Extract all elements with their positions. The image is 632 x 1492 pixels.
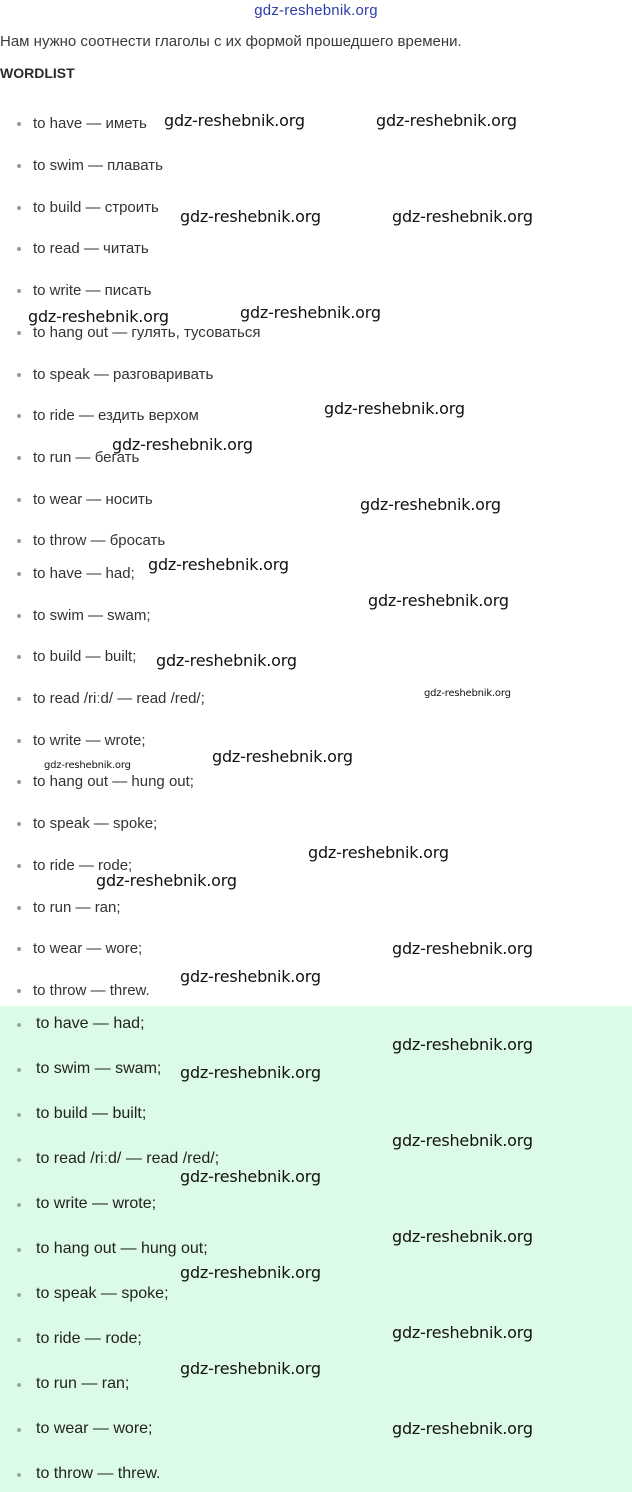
bullet-icon xyxy=(17,414,21,418)
watermark: gdz-reshebnik.org xyxy=(180,967,321,986)
watermark: gdz-reshebnik.org xyxy=(180,1167,321,1186)
bullet-icon xyxy=(17,906,21,910)
bullet-icon xyxy=(17,164,21,168)
watermark: gdz-reshebnik.org xyxy=(148,555,289,574)
bullet-icon xyxy=(17,1068,21,1072)
bullet-icon xyxy=(17,498,21,502)
bullet-icon xyxy=(17,1248,21,1252)
bullet-icon xyxy=(17,289,21,293)
bullet-icon xyxy=(17,247,21,251)
bullet-icon xyxy=(17,697,21,701)
bullet-icon xyxy=(17,655,21,659)
site-header-watermark: gdz-reshebnik.org xyxy=(254,2,378,19)
watermark: gdz-reshebnik.org xyxy=(28,307,169,326)
bullet-icon xyxy=(17,122,21,126)
intro-text: Нам нужно соотнести глаголы с их формой прошедшего времени. xyxy=(0,33,462,50)
bullet-icon xyxy=(17,373,21,377)
watermark: gdz-reshebnik.org xyxy=(156,651,297,670)
bullet-icon xyxy=(17,206,21,210)
watermark: gdz-reshebnik.org xyxy=(44,760,131,771)
bullet-icon xyxy=(17,539,21,543)
bullet-icon xyxy=(17,1158,21,1162)
bullet-icon xyxy=(17,1113,21,1117)
watermark: gdz-reshebnik.org xyxy=(180,1263,321,1282)
watermark: gdz-reshebnik.org xyxy=(368,591,509,610)
watermark: gdz-reshebnik.org xyxy=(240,303,381,322)
watermark: gdz-reshebnik.org xyxy=(392,1131,533,1150)
watermark: gdz-reshebnik.org xyxy=(392,207,533,226)
bullet-icon xyxy=(17,1473,21,1477)
watermark: gdz-reshebnik.org xyxy=(324,399,465,418)
wordlist-heading: WORDLIST xyxy=(0,65,75,81)
watermark: gdz-reshebnik.org xyxy=(376,111,517,130)
bullet-icon xyxy=(17,989,21,993)
bullet-icon xyxy=(17,456,21,460)
bullet-icon xyxy=(17,864,21,868)
watermark: gdz-reshebnik.org xyxy=(180,1359,321,1378)
bullet-icon xyxy=(17,780,21,784)
watermark: gdz-reshebnik.org xyxy=(112,435,253,454)
bullet-icon xyxy=(17,1383,21,1387)
watermark: gdz-reshebnik.org xyxy=(392,1035,533,1054)
bullet-icon xyxy=(17,1338,21,1342)
watermark: gdz-reshebnik.org xyxy=(212,747,353,766)
bullet-icon xyxy=(17,947,21,951)
bullet-icon xyxy=(17,1203,21,1207)
bullet-icon xyxy=(17,739,21,743)
watermark: gdz-reshebnik.org xyxy=(424,688,511,699)
watermark: gdz-reshebnik.org xyxy=(360,495,501,514)
watermark: gdz-reshebnik.org xyxy=(96,871,237,890)
watermark: gdz-reshebnik.org xyxy=(180,1063,321,1082)
bullet-icon xyxy=(17,1428,21,1432)
watermark: gdz-reshebnik.org xyxy=(308,843,449,862)
watermark: gdz-reshebnik.org xyxy=(392,939,533,958)
bullet-icon xyxy=(17,614,21,618)
bullet-icon xyxy=(17,331,21,335)
watermark: gdz-reshebnik.org xyxy=(392,1227,533,1246)
watermark: gdz-reshebnik.org xyxy=(164,111,305,130)
watermark: gdz-reshebnik.org xyxy=(392,1419,533,1438)
watermark: gdz-reshebnik.org xyxy=(180,207,321,226)
watermark: gdz-reshebnik.org xyxy=(392,1323,533,1342)
bullet-icon xyxy=(17,572,21,576)
bullet-icon xyxy=(17,822,21,826)
bullet-icon xyxy=(17,1023,21,1027)
bullet-icon xyxy=(17,1293,21,1297)
